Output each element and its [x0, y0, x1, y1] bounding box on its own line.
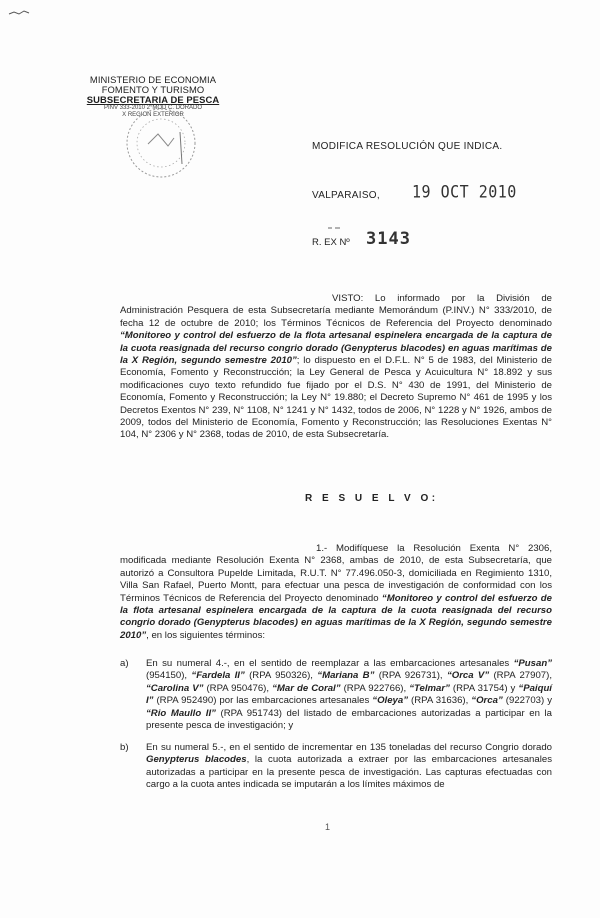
body-text: (RPA 27907), [489, 670, 552, 682]
article-1-paragraph [120, 543, 552, 642]
emphasis-text: “Telmar” [409, 682, 450, 694]
ministry-subname: FOMENTO Y TURISMO [101, 84, 205, 95]
page-number: 1 [325, 822, 331, 832]
body-text: En su numeral 4.-, en el sentido de reemplazar a las embarcaciones artesanales [146, 658, 514, 669]
item-a [120, 658, 552, 732]
reference-region: X REGION EXTERIOR [122, 112, 184, 118]
resuelvo-heading: R E S U E L V O: [305, 493, 439, 504]
visto-label: VISTO: [332, 293, 364, 304]
body-text: En su numeral 5.-, en el sentido de incrementar en 135 toneladas del recurso Congrio dorado [146, 742, 552, 753]
item-b [120, 742, 552, 792]
handwritten-mark-icon [327, 225, 341, 231]
subsecretaria-name: SUBSECRETARIA DE PESCA [86, 94, 220, 105]
item-b-text [146, 742, 552, 792]
emphasis-text: “Orca V” [446, 670, 490, 682]
reference-code: PINV 333-2010 2°MOD C. DORADO [103, 105, 203, 111]
body-text: (RPA 951743) del listado de embarcaciones autorizadas a participar en la presente pesca de investigación; y [146, 707, 552, 732]
body-text: ; lo dispuesto en el D.F.L. N° 5 de 1983, del Ministerio de Economía, Fomento y Reconstrucción; la Ley General de Pesca y Acuicultura N° 18.892 y sus modificaciones cuyo texto refundido fue fijado por el D.S. N° 430 de 1991, del Ministerio de Economía, Fomento y Reconstrucción; la Ley N° 19.880; el Decreto Supremo N° 461 de 1995 y los Decretos Exentos N° 239, N° 1108, N° 1241 y N° 1432, todos de 2006, N° 1228 y N° 1926, ambos de 2009, todos del Ministerio de Economía, Fomento y Reconstrucción; las Resoluciones Exentas N° 104, N° 2306 y N° 2368, todas de 2010, de esta Subsecretaría. [120, 355, 553, 441]
emphasis-text: “Orca” [471, 695, 503, 707]
item-b-letter: b) [120, 742, 129, 753]
scan-mark-icon [8, 8, 30, 18]
body-text: Modifíquese la Resolución Exenta N° 2306, modificada mediante Resolución Exenta N° 2368, ambas de 2010, de esta Subsecretaría, que autorizó a Consultora Pupelde Limitada, R.U.T. N° 77.496.050-3, domiciliada en Regimiento 1310, Villa San Rafael, Puerto Montt, para efectuar una pesca de investigación de conformidad con los Términos Técnicos de Referencia del Proyecto denominado [120, 543, 552, 604]
emphasis-text: “Paiquí I” [146, 682, 552, 707]
body-text: (RPA 31754) y [449, 682, 519, 694]
body-text: , la cuota autorizada a extraer por las embarcaciones artesanales autorizadas a participar en la presente pesca de investigación. Las capturas efectuadas con cargo a la cuota antes indicada se imputarán a los límites máximos de [146, 754, 552, 791]
body-text: (RPA 952490) por las embarcaciones artesanales [153, 695, 373, 707]
resolution-label: R. EX Nº [312, 237, 350, 248]
emphasis-text: “Mar de Coral” [272, 682, 341, 694]
date-stamp: 19 OCT 2010 [412, 181, 517, 203]
article-1-text [120, 543, 552, 641]
emphasis-text: “Oleya” [372, 695, 409, 707]
body-text: (954150), [146, 670, 192, 682]
resolution-number: 3143 [366, 229, 411, 249]
emphasis-text: “Mariana B” [317, 670, 375, 682]
item-a-text [146, 658, 552, 732]
body-text: (RPA 950476), [203, 682, 273, 694]
emphasis-text: “Monitoreo y control del esfuerzo de la flota artesanal espinelera encargada de la captura de la cuota reasignada del recurso congrio dorado (Genypterus blacodes) en aguas marítimas de la X Región, segundo semestre 2010” [120, 330, 552, 367]
article-number: 1.- [316, 543, 328, 554]
body-text: , en los siguientes términos: [146, 629, 266, 641]
emphasis-text: “Pusan” [513, 658, 552, 669]
emphasis-text: “Carolina V” [146, 682, 204, 694]
ministry-name: MINISTERIO DE ECONOMIA [89, 74, 217, 85]
emphasis-text: Genypterus blacodes [146, 754, 247, 766]
emphasis-text: “Fardela II” [191, 670, 245, 682]
emphasis-text: “Rio Maullo II” [146, 707, 216, 719]
body-text: (RPA 950326), [244, 670, 318, 682]
emphasis-text: “Monitoreo y control del esfuerzo de la flota artesanal espinelera encargada de la captura de la cuota reasignada del recurso congrio dorado (Genypterus blacodes) en aguas marítimas de la X Región, segundo semestre 2010” [120, 592, 552, 641]
body-text: Lo informado por la División de Administración Pesquera de esta Subsecretaría mediante Memorándum (P.INV.) N° 333/2010, de fecha 12 de octubre de 2010; los Términos Técnicos de Referencia del Proyecto denominado [120, 293, 552, 329]
official-seal-icon [118, 104, 204, 182]
body-text: (RPA 926731), [374, 670, 447, 682]
item-a-letter: a) [120, 658, 129, 669]
visto-paragraph [120, 293, 552, 442]
body-text: (922703) y [502, 695, 553, 707]
document-subject: MODIFICA RESOLUCIÓN QUE INDICA. [312, 141, 503, 152]
body-text: (RPA 31636), [408, 695, 472, 707]
document-place: VALPARAISO, [312, 190, 380, 201]
visto-text [120, 293, 552, 440]
body-text: (RPA 922766), [340, 682, 410, 694]
